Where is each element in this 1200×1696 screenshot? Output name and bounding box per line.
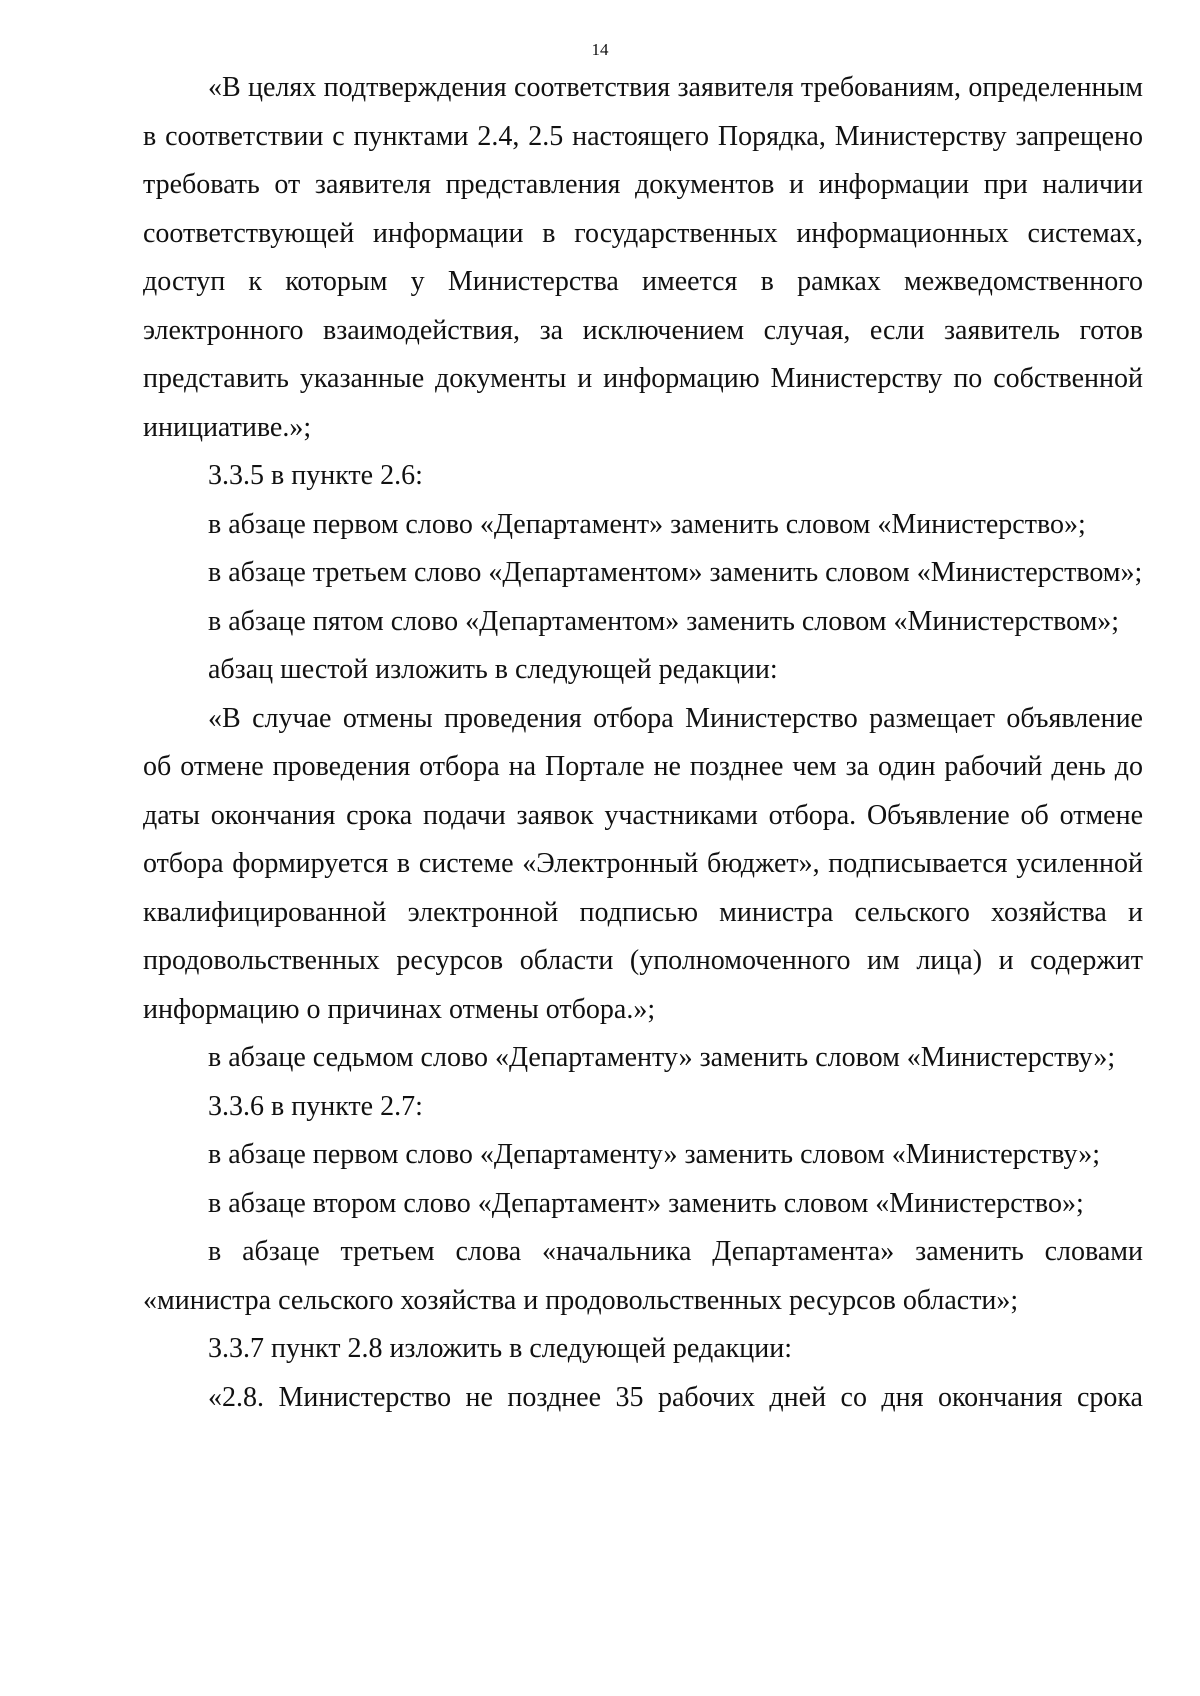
- paragraph-amendment-2-7-second: в абзаце втором слово «Департамент» заменить словом «Министерство»;: [208, 1187, 1084, 1219]
- paragraph-quote-2-8: «2.8. Министерство не позднее 35 рабочих дней со дня окончания срока: [208, 1381, 1143, 1413]
- paragraph-3-3-6-heading: 3.3.6 в пункте 2.7:: [208, 1090, 423, 1122]
- paragraph-amendment-third: в абзаце третьем слово «Департаментом» заменить словом «Министерством»;: [208, 557, 1143, 588]
- paragraph-amendment-fifth: в абзаце пятом слово «Департаментом» заменить словом «Министерством»;: [208, 605, 1120, 637]
- paragraph-amendment-2-7-first: в абзаце первом слово «Департаменту» заменить словом «Министерству»;: [208, 1139, 1101, 1170]
- document-body: [143, 64, 1143, 1422]
- page-number: 14: [591, 40, 609, 59]
- paragraph-quote-cancellation: «В случае отмены проведения отбора Министерство размещает объявление об отмене проведения отбора на Портале не позднее чем за один рабочий день до даты окончания срока подачи заявок участниками отбора. Объявление об отмене отбора формируется в системе «Электронный бюджет», подписывается усиленной квалифицированной электронной подписью министра сельского хозяйства и продовольственных ресурсов области (уполномоченного им лица) и содержит информацию о причинах отмены отбора.»;: [143, 702, 1143, 1025]
- paragraph-3-3-5-heading: 3.3.5 в пункте 2.6:: [208, 460, 423, 491]
- paragraph-amendment-first: в абзаце первом слово «Департамент» заменить словом «Министерство»;: [208, 508, 1086, 540]
- paragraph-sixth-intro: абзац шестой изложить в следующей редакции:: [208, 654, 778, 685]
- paragraph-3-3-7-heading: 3.3.7 пункт 2.8 изложить в следующей редакции:: [208, 1333, 792, 1364]
- paragraph-amendment-2-7-third: в абзаце третьем слова «начальника Департамента» заменить словами «министра сельского хозяйства и продовольственных ресурсов области»;: [143, 1236, 1143, 1316]
- paragraph-amendment-seventh: в абзаце седьмом слово «Департаменту» заменить словом «Министерству»;: [208, 1042, 1116, 1073]
- paragraph-quote-confirmation: «В целях подтверждения соответствия заявителя требованиям, определенным в соответствии с пунктами 2.4, 2.5 настоящего Порядка, Министерству запрещено требовать от заявителя представления документов и информации при наличии соответствующей информации в государственных информационных системах, доступ к которым у Министерства имеется в рамках межведомственного электронного взаимодействия, за исключением случая, если заявитель готов представить указанные документы и информацию Министерству по собственной инициативе.»;: [143, 72, 1143, 443]
